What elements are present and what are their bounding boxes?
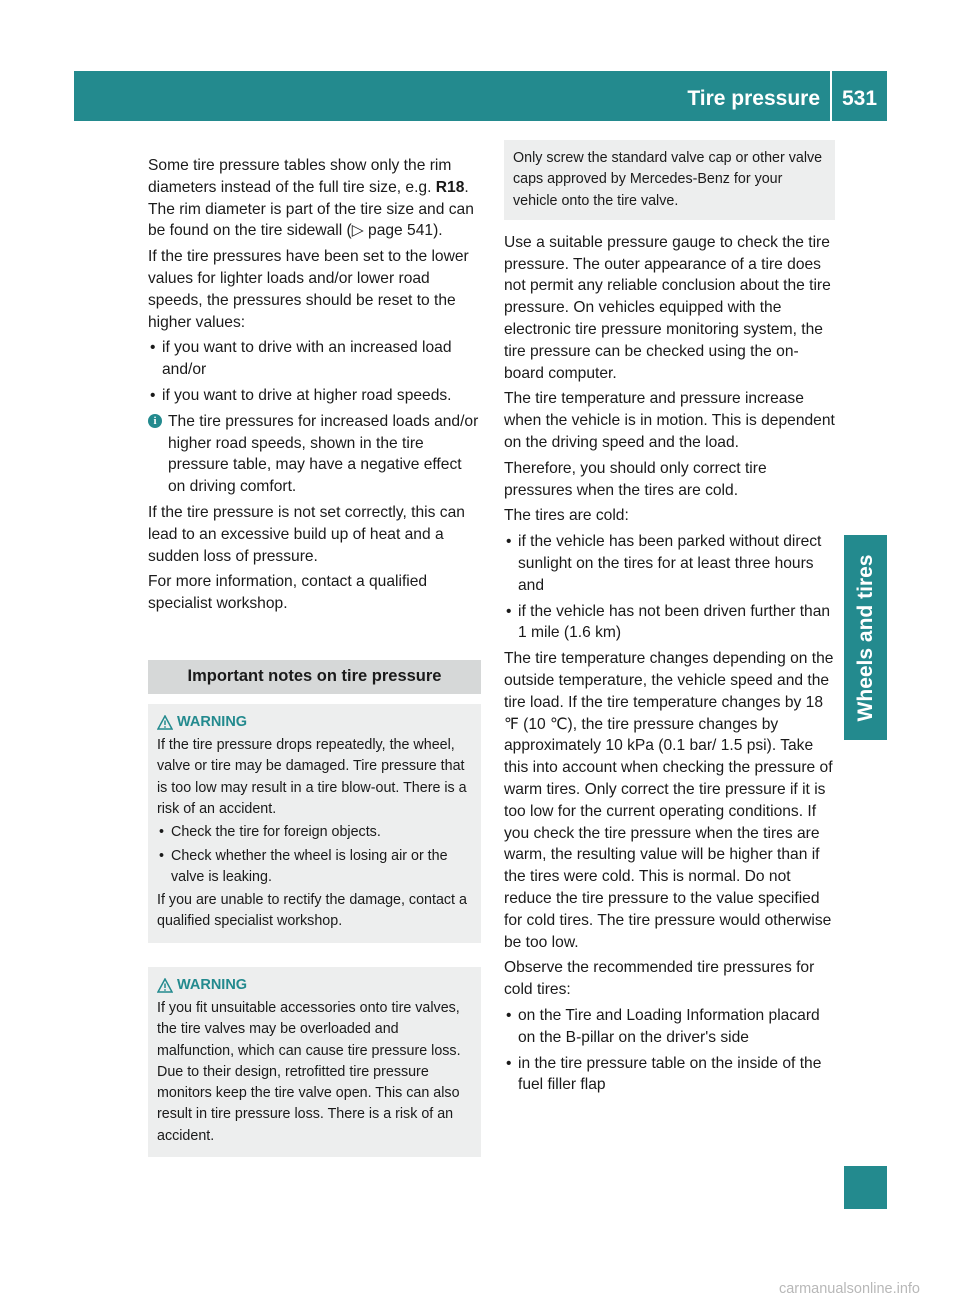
warning-triangle-icon — [157, 715, 173, 730]
warning-text: If you fit unsuitable accessories onto tire valves, the tire valves may be overloaded and malfunction, which can cause tire pressure loss. Due to their design, retrofitted tire pressure monitors keep the tire valve open. This can also result in tire pressure loss. There is a risk of an accident. — [157, 1000, 461, 1144]
list-item: • on the Tire and Loading Information placard on the B-pillar on the driver's side — [504, 1005, 835, 1049]
section-tab — [844, 535, 887, 740]
warning-box — [148, 967, 481, 1157]
right-column — [504, 150, 835, 1100]
paragraph: The tire temperature changes depending on the outside temperature, the vehicle speed and the tire load. If the tire temperature changes by 18 ℉ (10 ℃), the tire pressure changes by approximately 10 kPa (0.1 bar/ 1.5 psi). Take this into account when checking the pressure of warm tires. Only correct the tire pressure if it is too low for the current operating conditions. If you check the tire pressure when the tires are warm, the resulting value will be higher than if the tires were cold. This is normal. Do not reduce the tire pressure to the value specified for cold tires. The tire pressure would otherwise be too low. — [504, 650, 834, 951]
list-item: • in the tire pressure table on the inside of the fuel filler flap — [504, 1053, 835, 1097]
list-item: • if the vehicle has been parked without direct sunlight on the tires for at least three hours and — [504, 531, 835, 596]
paragraph: Some tire pressure tables show only the rim diameters instead of the full tire size, e.g. R18. The rim diameter is part of the tire size and can be found on the tire sidewall (▷ page 541). — [148, 157, 474, 240]
warning-triangle-icon — [157, 978, 173, 993]
warning-text: If the tire pressure drops repeatedly, the wheel, valve or tire may be damaged. Tire pressure that is too low may result in a tire blow-out. There is a risk of an accident. — [157, 737, 467, 817]
paragraph: If the tire pressures have been set to the lower values for lighter loads and/or lower road speeds, the pressures should be reset to the higher values: — [148, 248, 469, 331]
paragraph: If the tire pressure is not set correctly, this can lead to an excessive build up of heat and a sudden loss of pressure. — [148, 503, 465, 565]
page-header — [74, 71, 887, 121]
info-note — [148, 411, 481, 498]
warning-header — [157, 975, 473, 996]
page-number: 531 — [841, 87, 878, 110]
section-heading: Important notes on tire pressure — [148, 660, 481, 694]
warning-text: If you are unable to rectify the damage, contact a qualified specialist workshop. — [157, 892, 467, 930]
warning-label: WARNING — [177, 713, 248, 730]
list-item: • if the vehicle has not been driven further than 1 mile (1.6 km) — [504, 601, 835, 645]
section-tab-marker — [844, 1166, 887, 1209]
paragraph: For more information, contact a qualified specialist workshop. — [148, 573, 428, 613]
rim-size-example: R18 — [435, 178, 465, 196]
paragraph: Observe the recommended tire pressures for cold tires: — [504, 959, 815, 999]
paragraph: Therefore, you should only correct tire pressures when the tires are cold. — [504, 459, 767, 499]
section-tab-label: Wheels and tires — [853, 554, 877, 721]
list-item: • if you want to drive with an increased load and/or — [148, 337, 481, 381]
info-note-text: The tire pressures for increased loads and/or higher road speeds, shown in the tire pressure table, may have a negative effect on driving comfort. — [168, 412, 479, 496]
warning-box — [148, 704, 481, 943]
list-item: • Check whether the wheel is losing air or the valve is leaking. — [157, 846, 473, 889]
watermark: carmanualsonline.info — [778, 1281, 920, 1297]
left-column — [148, 155, 481, 1181]
header-title: Tire pressure — [687, 87, 820, 110]
paragraph: The tires are cold: — [504, 507, 629, 525]
paragraph: The tire temperature and pressure increase when the vehicle is in motion. This is dependent on the driving speed and the load. — [504, 390, 835, 452]
list-item: • Check the tire for foreign objects. — [157, 822, 473, 843]
list-item: • if you want to drive at higher road speeds. — [148, 385, 481, 407]
info-icon: i — [148, 414, 162, 428]
warning-header — [157, 712, 473, 733]
paragraph: Use a suitable pressure gauge to check the tire pressure. The outer appearance of a tire does not permit any reliable conclusion about the tire pressure. On vehicles equipped with the electronic tire pressure monitoring system, the tire pressure can be checked using the on-board computer. — [504, 233, 831, 382]
warning-label: WARNING — [177, 976, 248, 993]
note-box: Only screw the standard valve cap or other valve caps approved by Mercedes-Benz for your vehicle onto the tire valve. — [504, 140, 835, 220]
